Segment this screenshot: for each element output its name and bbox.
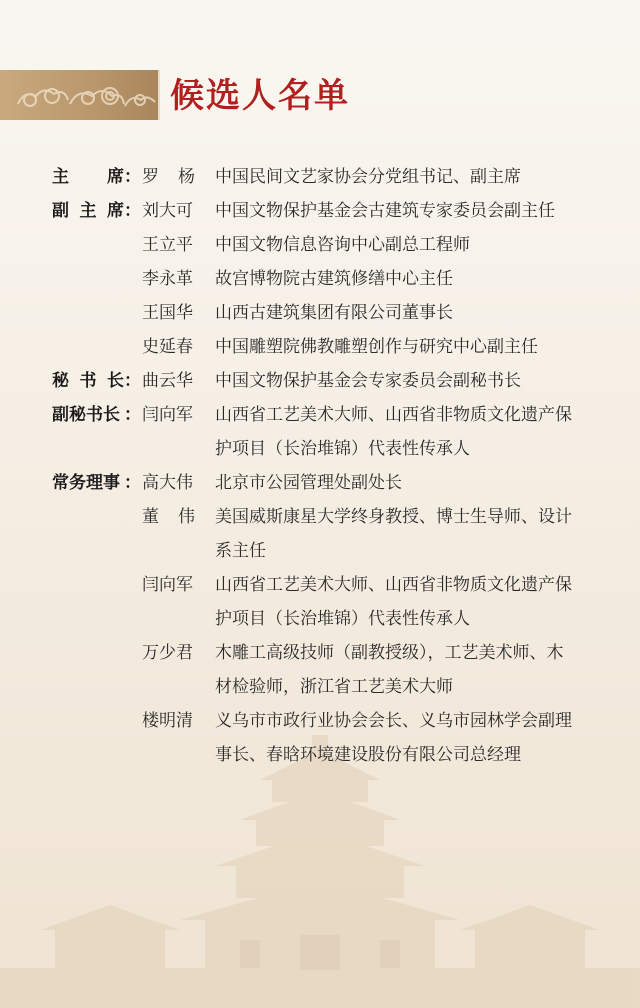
role-label: 副 主 席: [52, 201, 124, 221]
candidate-row: [0, 398, 640, 466]
candidate-row: [0, 704, 640, 772]
candidate-title: 中国雕塑院佛教雕塑创作与研究中心副主任: [215, 337, 538, 357]
banner-divider: [158, 70, 160, 120]
candidate-title: 中国民间文艺家协会分党组书记、副主席: [215, 167, 521, 187]
candidate-row: [0, 636, 640, 704]
candidate-row: [0, 330, 640, 364]
candidate-title-continued: 护项目（长治堆锦）代表性传承人: [215, 609, 470, 629]
role-colon: ：: [124, 371, 141, 391]
candidate-title: 中国文物保护基金会古建筑专家委员会副主任: [215, 201, 555, 221]
role-label: 副秘书长: [52, 405, 120, 425]
candidate-title-continued: 材检验师，浙江省工艺美术大师: [215, 677, 453, 697]
candidate-name: 王立平: [142, 235, 193, 255]
role-label: 主 席: [52, 167, 124, 187]
auspicious-cloud-icon: [0, 70, 160, 120]
candidate-row: [0, 228, 640, 262]
candidate-row: [0, 364, 640, 398]
candidate-row: [0, 466, 640, 500]
candidate-row: [0, 194, 640, 228]
candidate-name: 董 伟: [142, 507, 195, 527]
role-colon: ：: [124, 473, 141, 493]
role-colon: ：: [124, 405, 141, 425]
candidate-title: 山西省工艺美术大师、山西省非物质文化遗产保: [215, 575, 572, 595]
role-colon: ：: [124, 201, 141, 221]
candidate-title-continued: 系主任: [215, 541, 266, 561]
candidate-name: 万少君: [142, 643, 193, 663]
candidate-name: 曲云华: [142, 371, 193, 391]
candidate-name: 罗 杨: [142, 167, 195, 187]
candidate-title: 义乌市市政行业协会会长、义乌市园林学会副理: [215, 711, 572, 731]
candidate-title: 木雕工高级技师（副教授级），工艺美术师、木: [215, 643, 564, 663]
candidate-row: [0, 500, 640, 568]
candidate-title: 故宫博物院古建筑修缮中心主任: [215, 269, 453, 289]
candidate-name: 史延春: [142, 337, 193, 357]
candidate-title: 中国文物保护基金会专家委员会副秘书长: [215, 371, 521, 391]
role-label: 秘 书 长: [52, 371, 124, 391]
candidate-name: 闫向军: [142, 405, 193, 425]
candidate-title-continued: 护项目（长治堆锦）代表性传承人: [215, 439, 470, 459]
candidate-name: 高大伟: [142, 473, 193, 493]
candidate-name: 闫向军: [142, 575, 193, 595]
candidate-title: 北京市公园管理处副处长: [215, 473, 402, 493]
candidate-row: [0, 568, 640, 636]
candidate-title: 山西古建筑集团有限公司董事长: [215, 303, 453, 323]
candidate-title: 山西省工艺美术大师、山西省非物质文化遗产保: [215, 405, 572, 425]
candidate-name: 李永革: [142, 269, 193, 289]
candidate-title: 中国文物信息咨询中心副总工程师: [215, 235, 470, 255]
decorative-cloud-banner: [0, 70, 160, 120]
role-label: 常务理事: [52, 473, 120, 493]
candidate-name: 王国华: [142, 303, 193, 323]
candidate-title: 美国威斯康星大学终身教授、博士生导师、设计: [215, 507, 572, 527]
page-title: 候选人名单: [170, 76, 350, 116]
role-colon: ：: [124, 167, 141, 187]
candidate-row: [0, 296, 640, 330]
candidate-name: 楼明清: [142, 711, 193, 731]
candidate-name: 刘大可: [142, 201, 193, 221]
candidate-row: [0, 262, 640, 296]
candidate-title-continued: 事长、春晗环境建设股份有限公司总经理: [215, 745, 521, 765]
candidate-row: [0, 160, 640, 194]
